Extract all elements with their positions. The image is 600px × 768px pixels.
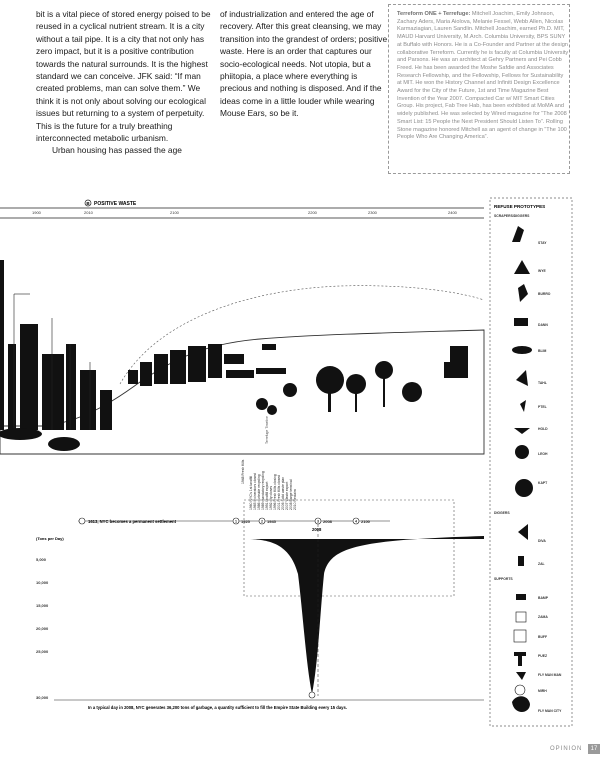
event-label: 1989 mandatory recycling (261, 471, 265, 510)
prototype-icon (518, 556, 524, 566)
y-tick-label: 25,000 (36, 649, 49, 654)
event-label: 1948 Fresh Kills (241, 459, 245, 484)
prototype-label: HOLD (538, 427, 548, 431)
year-tick: 2300 (368, 210, 377, 215)
prototype-icon (515, 685, 525, 695)
prototype-label: ZAL (538, 562, 545, 566)
prototype-icon (512, 346, 532, 354)
year-tick: 2400 (448, 210, 457, 215)
sidebar-panel (490, 198, 572, 726)
event-label: 2010 Reclaim (293, 489, 297, 510)
prototype-icons (512, 226, 533, 712)
prototype-icon (516, 612, 526, 622)
peak-marker (309, 692, 315, 698)
timeline-marker-label: 2008 (323, 519, 332, 524)
prototype-label: KAPT (538, 481, 548, 485)
timeline-marker-num: 1 (235, 519, 237, 524)
prototype-label: TAHL (538, 381, 547, 385)
author-bio-box (388, 4, 570, 174)
prototype-icon (512, 696, 530, 712)
side-note: Terrefuge Timeline (265, 416, 269, 444)
article-paragraph: bit is a vital piece of stored energy poised to be reused in a cyclical nutrient stream. It is a city without a tail pipe. It is a city that not only has zero impact, but it is a positive contribution towards the natural surrounds. It is the highest standard we can conceive. JFK said: “If man created problems, man can solve them.” We think it is not only about solving our ecological issues but returning to a system of perpetuity. This is the future for a truly breathing interconnected metabolic urbanism. (36, 9, 211, 144)
event-label: 1986 curbside recycling (257, 474, 261, 510)
timeline-marker-num: 3 (317, 519, 319, 524)
timeline-marker-num: 4 (355, 519, 357, 524)
prototype-label: BAMP (538, 596, 548, 600)
prototype-icon (512, 226, 524, 242)
event-list (241, 459, 297, 510)
prototype-icon (520, 400, 526, 412)
sidebar-group-label: DIGGERS (494, 511, 510, 515)
prototype-label: BLIM (538, 349, 547, 353)
positive-waste-diagram (0, 194, 600, 734)
timeline-marker-label: 1925 (241, 519, 250, 524)
prototype-icon (515, 479, 533, 497)
prototype-label: WYE (538, 269, 546, 273)
prototype-label: BUFF (538, 635, 548, 639)
y-tick-label: 15,000 (36, 603, 49, 608)
prototype-label: DIVA (538, 539, 546, 543)
event-label: 2006 Solid waste plan (281, 476, 285, 510)
event-label: 1992 city closes (269, 485, 273, 510)
prototype-label: DANN (538, 323, 548, 327)
article-column-left (36, 8, 212, 157)
waste-volume-curve (80, 536, 484, 694)
prototype-label: LEOH (538, 452, 548, 456)
article-column-right (220, 8, 390, 120)
y-tick-label: 30,000 (36, 695, 49, 700)
article-paragraph: Urban housing has passed the age (52, 145, 182, 156)
prototype-icon (514, 428, 530, 434)
event-label: 2001 Fresh Kills closed (277, 474, 281, 510)
timeline-marker-label: 1945 (267, 519, 276, 524)
diagram-caption: In a typical day in 2008, NYC generates 36,200 tons of garbage, a quantity sufficient to fill the Empire State Building every 15 days. (88, 705, 348, 710)
bio-text: Mitchell Joachim, Emily Johnson, Zachary Aders, Maria Aiolova, Melanie Fessel, Webb Allen, Nicolas Karmaziagian, Lauren Sandlin. Mitchell Joachim, earned Ph.D. MIT, MAUD Harvard University, M.Arch. Columbia University, BPS SUNY at Buffalo with Honors. He is a Co-Founder and Partner at the design collaborative Terreform. Currently he is faculty at Columbia University and Parsons. He was an architect at Gehry Partners and Pei Cobb Freed. He has been awarded the Moshe Safdie and Associates Research Fellowship, and the Fellowship, Fellows for Sustainability at MIT. He won the History Channel and Infiniti Design Excellence Award for the City of the Future, 1st and Time Magazine Best Invention of the Year 2007. Compacted Car w/ MIT Smart Cities Group. His project, Fab Tree Hab, has been exhibited at MoMA and widely published. He was selected by Wired magazine for “The 2008 Smart List: 15 People the Next President Should Listen To”. Rolling Stone magazine honored Mitchell as an agent of change in “The 100 People Who Are Changing America”. (397, 11, 569, 141)
city-skyline (0, 260, 112, 430)
year-2008-label: 2008 (312, 527, 322, 532)
event-label: 1991 landfill export (265, 481, 269, 510)
event-label: 2008 Barge terminal (289, 479, 293, 510)
prototype-icon (516, 370, 528, 386)
prototype-label: PTEL (538, 405, 547, 409)
sidebar-group-label: SUPPORTS (494, 577, 513, 581)
prototype-icon (515, 445, 529, 459)
article-paragraph: of industrialization and entered the age of recovery. After this great cleansing, we may transition into the grandest of orders; positive waste. Here is an order that captures our socio-ecological needs. Not utopia, but a phiitopia, a place where everything is precious and nothing is disposed. And if the ideas come in a little louder while wearing Mouse Ears, so be it. (220, 9, 388, 119)
prototype-icon (514, 318, 528, 326)
timeline-marker-label: 2100 (361, 519, 370, 524)
prototype-label: PUEZ (538, 654, 548, 658)
header-marker-num: B (86, 201, 90, 206)
y-tick-label: 10,000 (36, 580, 49, 585)
event-label: 1960 NYC's 1st landfill (249, 475, 253, 510)
event-label: 1996 Fresh Kills closing (273, 474, 277, 510)
event-label: 1965 Incinerators closed (253, 473, 257, 510)
year-tick: 1900 (32, 210, 41, 215)
waste-pile (0, 428, 42, 440)
y-tick-label: 20,000 (36, 626, 49, 631)
sidebar-group-label: SCRAPERS/DIGGERS (494, 214, 530, 218)
header-label: POSITIVE WASTE (94, 201, 137, 207)
event-label: 2007 Waste export (285, 481, 289, 510)
year-tick: 2200 (308, 210, 317, 215)
prototype-label: MIRH (538, 689, 547, 693)
timeline-start-marker (79, 518, 85, 524)
y-axis-title: (Tons per Day) (36, 536, 64, 541)
prototype-label: FLY MAN CITY (538, 709, 562, 713)
bio-heading: Terreform ONE + Terrefuge: (397, 11, 471, 17)
waste-pile (48, 437, 80, 451)
prototype-icon (518, 284, 528, 302)
prototype-label: BURRO (538, 292, 551, 296)
timeline-label: 1613, NYC becomes a permanent settlement (88, 519, 176, 524)
prototype-label: ZAMA (538, 615, 548, 619)
page-number: 17 (588, 744, 600, 754)
prototype-icon (516, 672, 526, 680)
timeline-marker-num: 2 (261, 519, 263, 524)
year-tick: 2100 (170, 210, 179, 215)
prototype-icon (514, 630, 526, 642)
prototype-icon (518, 524, 528, 540)
prototype-icon (514, 652, 526, 666)
prototype-label: STAY (538, 241, 547, 245)
year-tick: 2010 (84, 210, 93, 215)
prototype-icon (514, 260, 530, 274)
prototype-label: FLY MAN MAN (538, 673, 562, 677)
section-label: OPINION (550, 746, 583, 752)
prototype-icon (516, 594, 526, 600)
y-tick-label: 5,000 (36, 557, 47, 562)
sidebar-title: REFUSE PROTOTYPES (494, 204, 546, 209)
